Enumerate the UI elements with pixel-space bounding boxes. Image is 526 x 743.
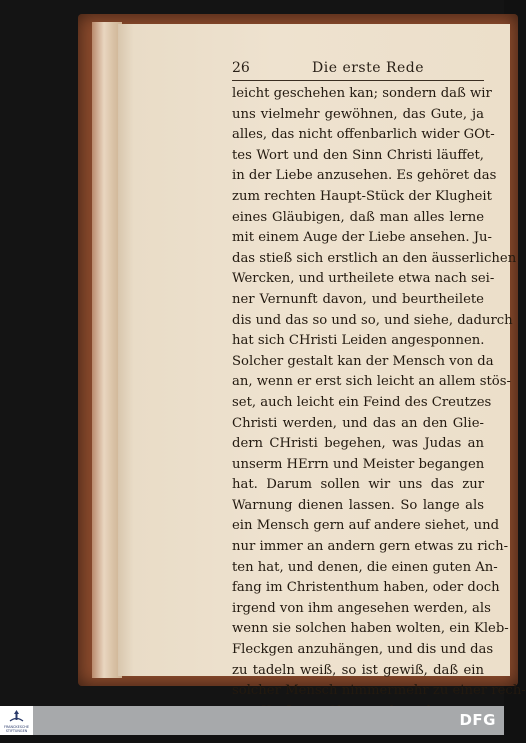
text-line: solcher Mensch nimmermehr zu einer rech-: [232, 683, 526, 699]
text-line: uns vielmehr gewöhnen, das Gute, ja: [232, 106, 484, 122]
text-line: wenn sie solchen haben wolten, ein Kleb-: [232, 621, 509, 637]
text-line: Wercken, und urtheilete etwa nach sei-: [232, 271, 495, 287]
text-line: set, auch leicht ein Feind des Creutzes: [232, 394, 492, 410]
text-line: Warnung dienen lassen. So lange als: [232, 497, 484, 513]
text-block: [232, 84, 526, 743]
page-header: [232, 60, 484, 80]
text-line: tes Wort und den Sinn Christi läuffet,: [232, 147, 484, 163]
logo-text: FRANCKESCHE STIFTUNGEN: [4, 725, 29, 733]
text-line: Christi werden, und das an den Glie-: [232, 415, 484, 431]
text-line: ten hat, und denen, die einen guten An-: [232, 559, 498, 575]
footer-bar: [0, 706, 504, 735]
text-line: hat sich CHristi Leiden angesponnen.: [232, 333, 485, 349]
text-line: Solcher gestalt kan der Mensch von da: [232, 353, 494, 369]
text-line: dis und das so und so, und siehe, dadurch: [232, 312, 513, 328]
text-line: unserm HErrn und Meister begangen: [232, 456, 485, 472]
text-line: irgend von ihm angesehen werden, als: [232, 600, 491, 616]
text-line: in der Liebe anzusehen. Es gehöret das: [232, 168, 497, 184]
text-line: zum rechten Haupt-Stück der Klugheit: [232, 188, 492, 204]
francke-emblem-icon: [6, 709, 27, 723]
text-line: das stieß sich erstlich an den äusserlichen: [232, 250, 517, 266]
dfg-logo[interactable]: DFG: [459, 711, 496, 729]
text-line: fang im Christenthum haben, oder doch: [232, 580, 500, 596]
text-line: leicht geschehen kan; sondern daß wir: [232, 86, 492, 101]
text-line: nur immer an andern gern etwas zu rich-: [232, 539, 509, 555]
text-line: dern CHristi begehen, was Judas an: [232, 436, 484, 452]
header-rule: [232, 80, 484, 81]
page-number: 26: [232, 60, 250, 76]
text-line: mit einem Auge der Liebe ansehen. Ju-: [232, 230, 492, 246]
text-line: alles, das nicht offenbarlich wider GOt-: [232, 127, 495, 143]
institution-logo[interactable]: [0, 706, 33, 735]
text-line: ner Vernunft davon, und beurtheilete: [232, 291, 484, 307]
text-line: zu tadeln weiß, so ist gewiß, daß ein: [232, 662, 484, 678]
running-title: Die erste Rede: [312, 60, 425, 76]
text-line: ein Mensch gern auf andere siehet, und: [232, 518, 500, 534]
text-line: eines Gläubigen, daß man alles lerne: [232, 209, 484, 225]
text-line: Fleckgen anzuhängen, und dis und das: [232, 642, 494, 658]
text-line: hat. Darum sollen wir uns das zur: [232, 477, 484, 493]
text-line: an, wenn er erst sich leicht an allem stös-: [232, 374, 511, 390]
